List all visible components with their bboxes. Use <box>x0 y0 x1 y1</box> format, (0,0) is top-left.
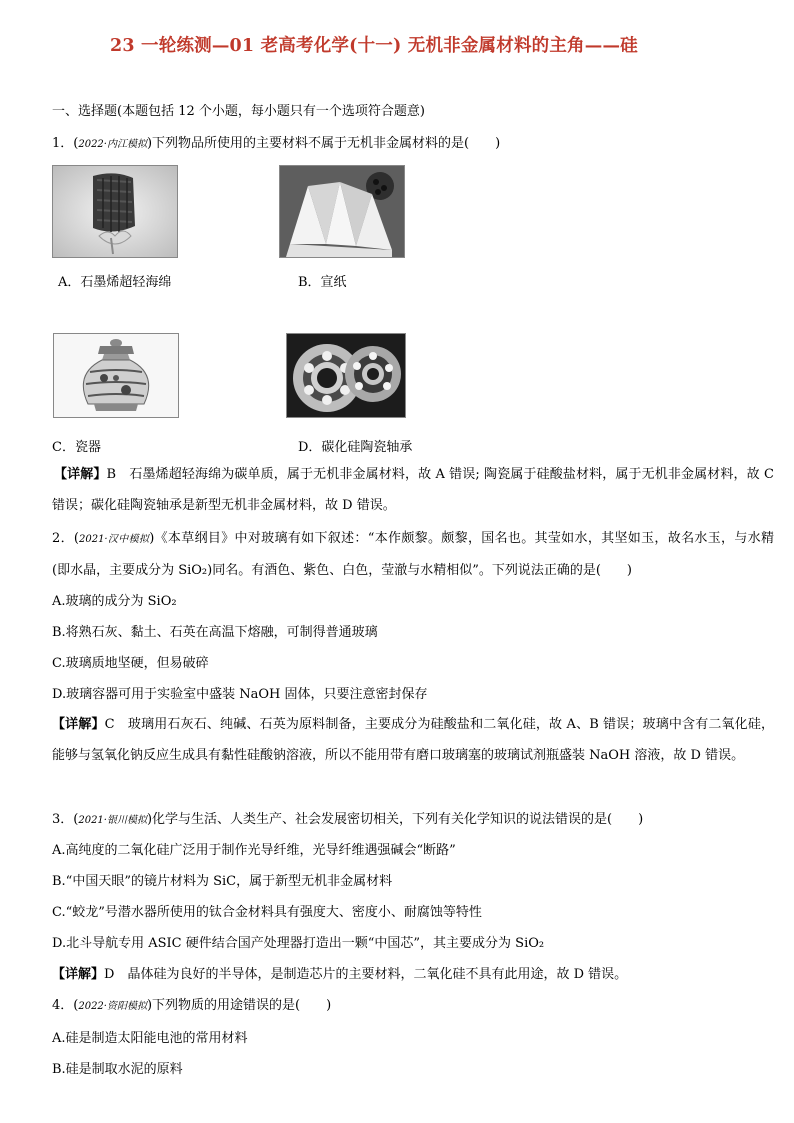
question-2-option-b: B.将熟石灰、黏土、石英在高温下熔融，可制得普通玻璃 <box>52 625 378 640</box>
question-4-option-b: B.硅是制取水泥的原料 <box>52 1062 183 1077</box>
question-2-option-d: D.玻璃容器可用于实验室中盛装 NaOH 固体，只要注意密封保存 <box>52 687 428 702</box>
question-3: 3．(2021·银川模拟)化学与生活、人类生产、社会发展密切相关，下列有关化学知识的说法错误的是( ) <box>52 812 644 827</box>
document-title: 23 一轮练测—01 老高考化学(十一) 无机非金属材料的主角——硅 <box>110 36 638 56</box>
question-4-source: 2022·资阳模拟 <box>78 1001 147 1012</box>
folded-paper-image <box>279 165 405 258</box>
question-2-explanation: 【详解】C 玻璃用石灰石、纯碱、石英为原料制备，主要成分为硅酸盐和二氧化硅，故 A、B 错误；玻璃中含有二氧化硅，能够与氢氧化钠反应生成具有黏性硅酸钠溶液，所以不能用带有磨口玻璃塞的玻璃试剂瓶盛装 NaOH 溶液，故 D 错误。 <box>52 717 774 763</box>
option-d-label: D．碳化硅陶瓷轴承 <box>298 440 413 455</box>
option-c-label: C．瓷器 <box>52 440 101 455</box>
porcelain-jar-image <box>53 333 179 418</box>
question-2-option-a: A.玻璃的成分为 SiO₂ <box>52 594 177 609</box>
question-4-option-a: A.硅是制造太阳能电池的常用材料 <box>52 1031 248 1046</box>
option-a-label: A．石墨烯超轻海绵 <box>58 275 172 290</box>
question-2-source: 2021·汉中模拟 <box>78 534 150 545</box>
question-3-option-c: C.“蛟龙”号潜水器所使用的钛合金材料具有强度大、密度小、耐腐蚀等特性 <box>52 905 482 920</box>
question-1-explanation: 【详解】B 石墨烯超轻海绵为碳单质，属于无机非金属材料，故 A 错误; 陶瓷属于硅酸盐材料，属于无机非金属材料，故 C 错误；碳化硅陶瓷轴承是新型无机非金属材料，故 D 错误。 <box>52 467 774 513</box>
graphene-sponge-image <box>52 165 178 258</box>
question-1-source: 2022·内江模拟 <box>78 139 147 150</box>
question-3-option-b: B.“中国天眼”的镜片材料为 SiC，属于新型无机非金属材料 <box>52 874 393 889</box>
question-3-option-a: A.高纯度的二氧化硅广泛用于制作光导纤维，光导纤维遇强碱会“断路” <box>52 843 456 858</box>
question-3-option-d: D.北斗导航专用 ASIC 硬件结合国产处理器打造出一颗“中国芯”，其主要成分为 SiO₂ <box>52 936 545 951</box>
question-2-option-c: C.玻璃质地坚硬，但易破碎 <box>52 656 209 671</box>
option-b-label: B．宣纸 <box>298 275 347 290</box>
question-3-explanation: 【详解】D 晶体硅为良好的半导体，是制造芯片的主要材料，二氧化硅不具有此用途，故 D 错误。 <box>52 967 628 982</box>
question-4: 4．(2022·资阳模拟)下列物质的用途错误的是( ) <box>52 998 332 1013</box>
ceramic-bearing-image <box>286 333 406 418</box>
section-heading: 一、选择题(本题包括 12 个小题，每小题只有一个选项符合题意) <box>52 104 425 119</box>
question-2: 2．(2021·汉中模拟)《本草纲目》中对玻璃有如下叙述：“本作颇黎。颇黎，国名也。其莹如水，其坚如玉，故名水玉，与水精(即水晶，主要成分为 SiO₂)同名。有酒色、紫色、白色，莹澈与水精相似”。下列说法正确的是( ) <box>52 531 774 578</box>
question-1: 1．(2022·内江模拟)下列物品所使用的主要材料不属于无机非金属材料的是( ) <box>52 136 501 151</box>
question-3-source: 2021·银川模拟 <box>78 815 147 826</box>
